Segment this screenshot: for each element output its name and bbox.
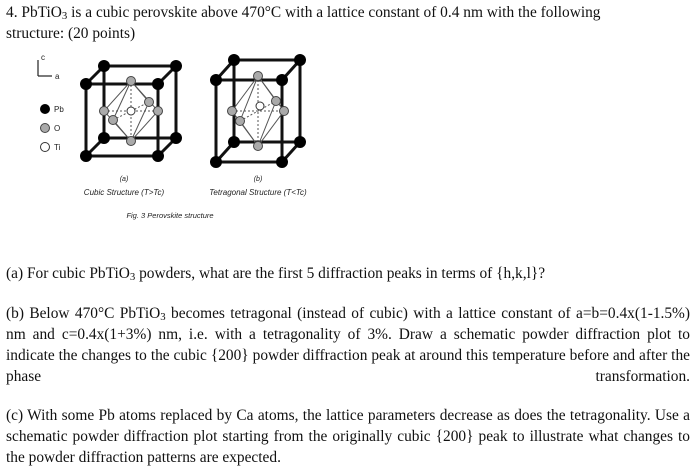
part-b <box>6 303 690 387</box>
panel-a-letter: (a) <box>119 176 129 183</box>
legend <box>40 104 64 152</box>
legend-label-ti: Ti <box>54 143 61 152</box>
panel-b-letter: (b) <box>253 176 263 183</box>
part-a-text-post: powders, what are the first 5 diffraction peaks in terms of {h,k,l}? <box>135 265 546 282</box>
perovskite-diagram <box>0 48 340 238</box>
legend-label-pb: Pb <box>54 105 64 114</box>
panel-b-caption: Tetragonal Structure (T<Tc) <box>209 188 307 197</box>
part-b-subscript: 3 <box>160 311 166 323</box>
compound-name: PbTiO <box>21 4 62 21</box>
part-b-text-post: becomes tetragonal (instead of cubic) with a lattice constant of a=b=0.4x(1-1.5%) nm and c=0.4x(1+3%) nm, i.e. with a tetragonality of 3%. Draw a schematic powder diffraction plot to indicate the changes to the cubic {200} powder diffraction peak at around this temperature before and after the phase transformation. <box>6 305 690 385</box>
question-intro: is a cubic perovskite above 470°C with a lattice constant of 0.4 nm with the following <box>67 4 601 21</box>
ti-legend-marker <box>41 143 50 152</box>
axis-indicator <box>38 60 52 76</box>
part-c <box>6 405 690 468</box>
part-c-text: With some Pb atoms replaced by Ca atoms, the lattice parameters decrease as does the tetragonality. Use a schematic powder diffraction plot starting from the originally cubic {200} peak to illustrate what changes to the powder diffraction patterns are expected. <box>6 407 690 466</box>
part-a-label: (a) <box>6 265 24 282</box>
panel-a-caption: Cubic Structure (T>Tc) <box>83 188 165 197</box>
part-b-label: (b) <box>6 305 24 322</box>
o-legend-marker <box>41 124 50 133</box>
part-a-subscript: 3 <box>129 271 136 283</box>
cubic-unit-cell <box>80 60 182 162</box>
tetragonal-unit-cell <box>210 54 306 168</box>
figure-caption: Fig. 3 Perovskite structure <box>126 211 214 220</box>
legend-label-o: O <box>54 124 61 133</box>
axis-a-label: a <box>55 72 60 81</box>
part-a-text-pre: For cubic PbTiO <box>26 265 130 282</box>
pb-legend-marker <box>40 104 50 114</box>
question-intro-line2: structure: (20 points) <box>6 25 136 42</box>
part-c-label: (c) <box>6 407 24 424</box>
compound-subscript: 3 <box>61 10 68 22</box>
perovskite-figure <box>0 48 340 238</box>
question-number: 4. <box>6 4 18 21</box>
question-heading <box>6 2 690 44</box>
part-b-text-pre: Below 470°C PbTiO <box>29 305 161 322</box>
axis-c-label: c <box>41 53 45 62</box>
part-a <box>6 263 690 284</box>
